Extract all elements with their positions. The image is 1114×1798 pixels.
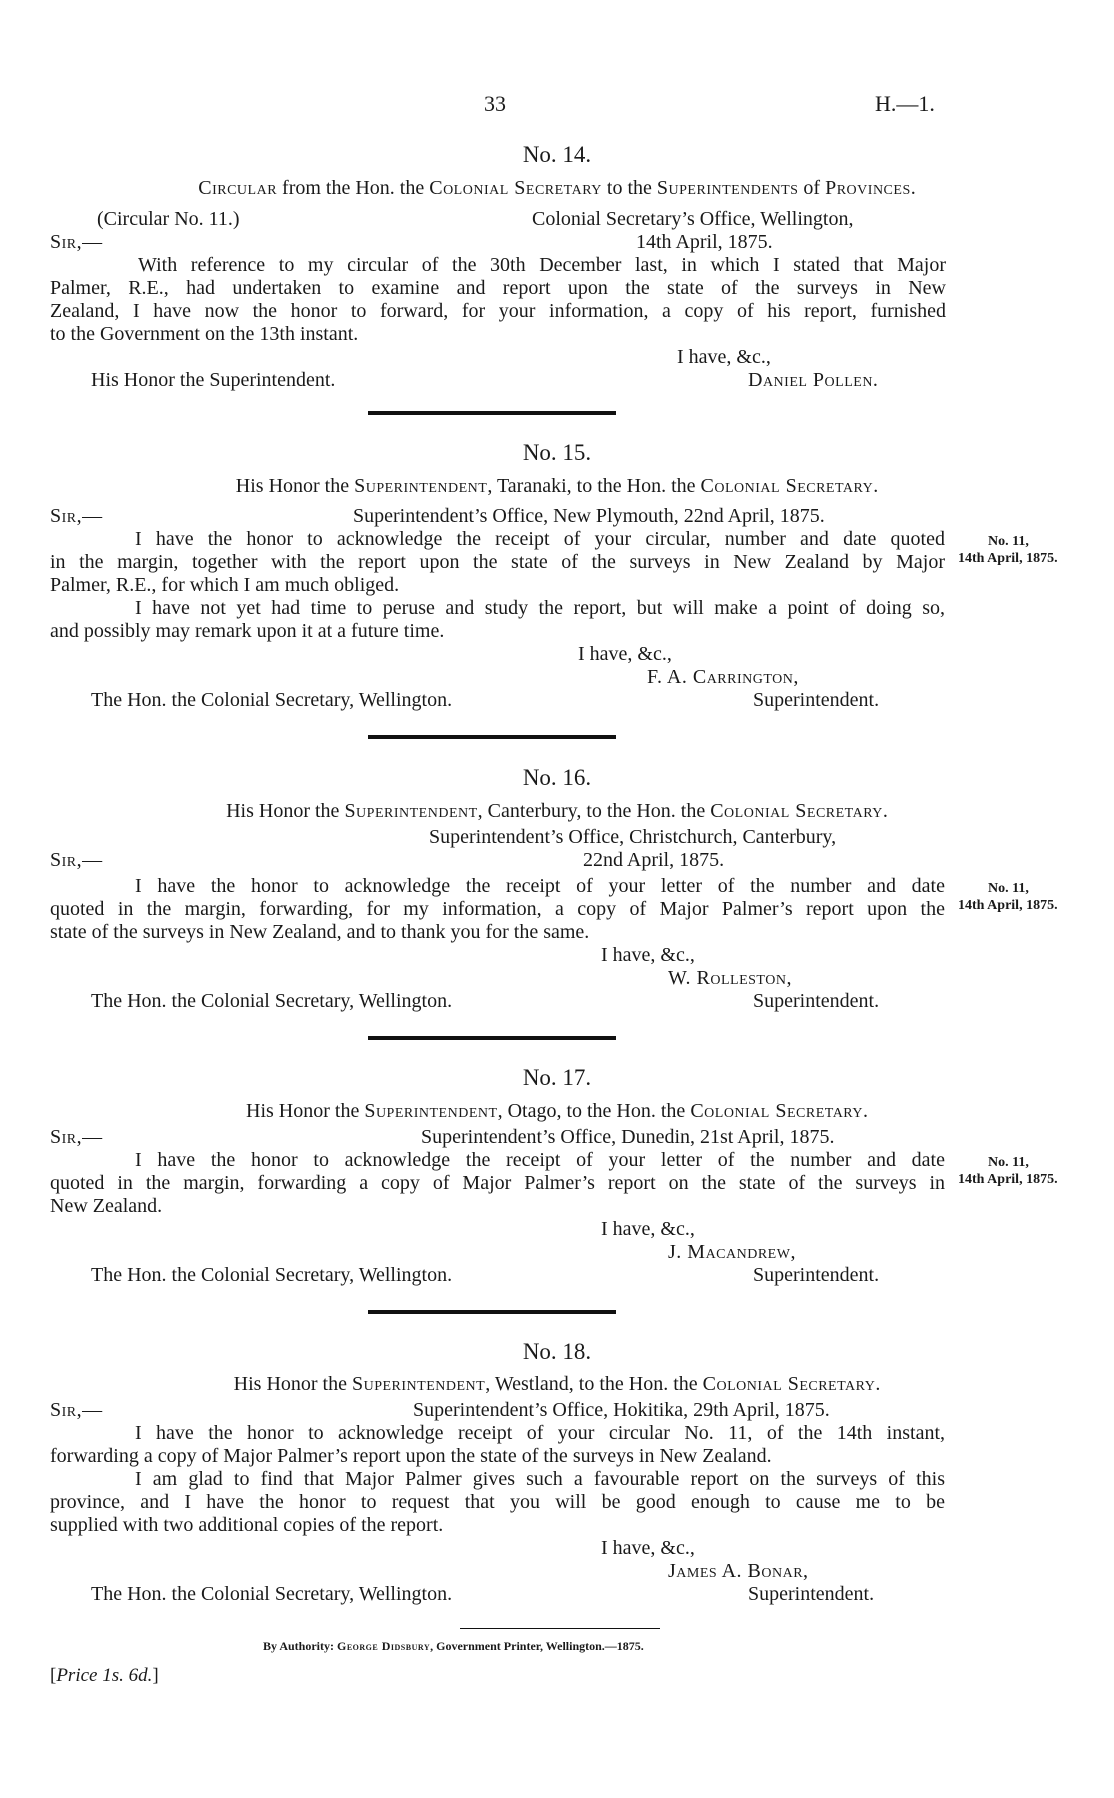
heading-part: His Honor the	[235, 475, 355, 497]
body-line: state of the surveys in New Zealand, and to thank you for the same.	[50, 921, 590, 943]
letter-heading	[0, 1373, 1114, 1396]
recipient: The Hon. the Colonial Secretary, Wellington.	[91, 990, 453, 1012]
letter-heading	[0, 475, 1114, 498]
body-line: supplied with two additional copies of the report.	[50, 1514, 444, 1536]
margin-note: No. 11,	[988, 534, 1029, 549]
salutation: Sir,—	[50, 505, 103, 527]
body-line: I have the honor to acknowledge the receipt of your circular, number and date quoted	[135, 528, 945, 550]
letter-number: No. 18.	[522, 1339, 592, 1364]
signature: Daniel Pollen.	[748, 369, 879, 391]
body-line: province, and I have the honor to request that you will be good enough to cause me to be	[50, 1491, 945, 1513]
heading-part: Provinces	[825, 177, 911, 199]
letter-number: No. 16.	[522, 765, 592, 790]
recipient: His Honor the Superintendent.	[91, 369, 336, 391]
closing: I have, &c.,	[601, 1537, 695, 1559]
recipient: The Hon. the Colonial Secretary, Wellington.	[91, 689, 453, 711]
closing: I have, &c.,	[601, 944, 695, 966]
heading-part: .	[862, 1100, 868, 1122]
heading-part: Colonial Secretary	[700, 475, 874, 497]
closing: I have, &c.,	[677, 346, 771, 368]
body-line: New Zealand.	[50, 1195, 163, 1217]
salutation: Sir,—	[50, 849, 103, 871]
body-line: With reference to my circular of the 30th December last, in which I stated that Major	[138, 254, 946, 276]
heading-part: , Otago, to the Hon. the	[497, 1100, 691, 1122]
signatory-title: Superintendent.	[753, 689, 880, 711]
heading-part: Colonial Secretary	[429, 177, 602, 199]
heading-part: Superintendent	[344, 800, 478, 822]
letter-heading	[0, 177, 1114, 200]
signature: J. Macandrew,	[668, 1241, 796, 1263]
salutation: Sir,—	[50, 1126, 103, 1148]
sender-address: Colonial Secretary’s Office, Wellington,	[532, 208, 854, 230]
heading-part: Superintendent	[351, 1373, 486, 1395]
letter-date: 14th April, 1875.	[636, 231, 773, 253]
heading-part: His Honor the	[226, 800, 345, 822]
letter-number: No. 14.	[522, 142, 592, 167]
imprint-part: , Government Printer, Wellington.—1875.	[430, 1639, 644, 1653]
signature: W. Rolleston,	[668, 967, 792, 989]
heading-part: Circular	[198, 177, 278, 199]
salutation: Sir,—	[50, 1399, 103, 1421]
body-line: to the Government on the 13th instant.	[50, 323, 359, 345]
heading-part: Superintendent	[364, 1100, 498, 1122]
printer-imprint	[263, 1639, 644, 1654]
margin-note: No. 11,	[988, 881, 1029, 896]
section-divider	[368, 1310, 616, 1314]
body-line: Palmer, R.E., for which I am much obliged.	[50, 574, 400, 596]
sender-address: Superintendent’s Office, Hokitika, 29th April, 1875.	[413, 1399, 830, 1421]
heading-part: .	[910, 177, 916, 199]
margin-note: 14th April, 1875.	[958, 898, 1058, 913]
body-line: and possibly may remark upon it at a future time.	[50, 620, 445, 642]
body-line: I am glad to find that Major Palmer gives such a favourable report on the surveys of this	[135, 1468, 945, 1490]
body-line: Palmer, R.E., had undertaken to examine and report upon the state of the surveys in New	[50, 277, 946, 299]
sender-address: Superintendent’s Office, Christchurch, Canterbury,	[429, 826, 837, 848]
body-line: in the margin, together with the report upon the state of the surveys in New Zealand by Major	[50, 551, 945, 573]
recipient: The Hon. the Colonial Secretary, Wellington.	[91, 1264, 453, 1286]
signatory-title: Superintendent.	[753, 1264, 880, 1286]
heading-part: .	[875, 1373, 881, 1395]
price	[50, 1664, 159, 1687]
imprint-part: George Didsbury	[337, 1639, 431, 1653]
heading-part: to the	[601, 177, 657, 199]
signatory-title: Superintendent.	[753, 990, 880, 1012]
margin-note: No. 11,	[988, 1155, 1029, 1170]
heading-part: Colonial Secretary	[710, 800, 883, 822]
heading-part: .	[882, 800, 888, 822]
heading-part: , Canterbury, to the Hon. the	[477, 800, 711, 822]
section-divider	[368, 735, 616, 739]
letter-number: No. 15.	[522, 440, 592, 465]
page-number: 33	[484, 91, 506, 116]
body-line: I have the honor to acknowledge receipt of your circular No. 11, of the 14th instant,	[135, 1422, 945, 1444]
closing: I have, &c.,	[601, 1218, 695, 1240]
footer-rule	[460, 1628, 660, 1629]
heading-part: Colonial Secretary	[690, 1100, 863, 1122]
body-line: forwarding a copy of Major Palmer’s report upon the state of the surveys in New Zealand.	[50, 1445, 772, 1467]
letter-heading	[0, 800, 1114, 823]
letter-date: 22nd April, 1875.	[583, 849, 725, 871]
body-line: quoted in the margin, forwarding, for my information, a copy of Major Palmer’s report upon the	[50, 898, 945, 920]
heading-part: Colonial Secretary	[702, 1373, 876, 1395]
section-divider	[368, 1036, 616, 1040]
heading-part: .	[873, 475, 879, 497]
heading-part: Superintendents	[656, 177, 799, 199]
heading-part: His Honor the	[246, 1100, 365, 1122]
letter-heading	[0, 1100, 1114, 1123]
heading-part: from the Hon. the	[277, 177, 430, 199]
salutation: Sir,—	[50, 231, 103, 253]
closing: I have, &c.,	[578, 643, 672, 665]
signatory-title: Superintendent.	[748, 1583, 875, 1605]
body-line: quoted in the margin, forwarding a copy of Major Palmer’s report on the state of the surveys in	[50, 1172, 945, 1194]
body-line: I have the honor to acknowledge the receipt of your letter of the number and date	[135, 1149, 945, 1171]
heading-part: , Taranaki, to the Hon. the	[487, 475, 701, 497]
section-divider	[368, 411, 616, 415]
signature: F. A. Carrington,	[647, 666, 799, 688]
margin-note: 14th April, 1875.	[958, 551, 1058, 566]
price-text: Price 1s. 6d.	[56, 1665, 153, 1686]
imprint-part: By Authority:	[263, 1639, 338, 1653]
price-bracket: ]	[152, 1665, 159, 1686]
heading-part: , Westland, to the Hon. the	[485, 1373, 703, 1395]
recipient: The Hon. the Colonial Secretary, Wellington.	[91, 1583, 453, 1605]
heading-part: of	[798, 177, 826, 199]
body-line: I have the honor to acknowledge the receipt of your letter of the number and date	[135, 875, 945, 897]
letter-number: No. 17.	[522, 1065, 592, 1090]
sender-address: Superintendent’s Office, New Plymouth, 22nd April, 1875.	[353, 505, 825, 527]
body-line: I have not yet had time to peruse and study the report, but will make a point of doing so,	[135, 597, 945, 619]
heading-part: Superintendent	[354, 475, 488, 497]
sender-address: Superintendent’s Office, Dunedin, 21st April, 1875.	[421, 1126, 835, 1148]
signature: James A. Bonar,	[668, 1560, 809, 1582]
body-line: Zealand, I have now the honor to forward, for your information, a copy of his report, furnished	[50, 300, 946, 322]
circular-reference: (Circular No. 11.)	[97, 208, 240, 230]
price-bracket: [	[50, 1665, 57, 1686]
document-code: H.—1.	[875, 91, 935, 116]
margin-note: 14th April, 1875.	[958, 1172, 1058, 1187]
heading-part: His Honor the	[233, 1373, 352, 1395]
